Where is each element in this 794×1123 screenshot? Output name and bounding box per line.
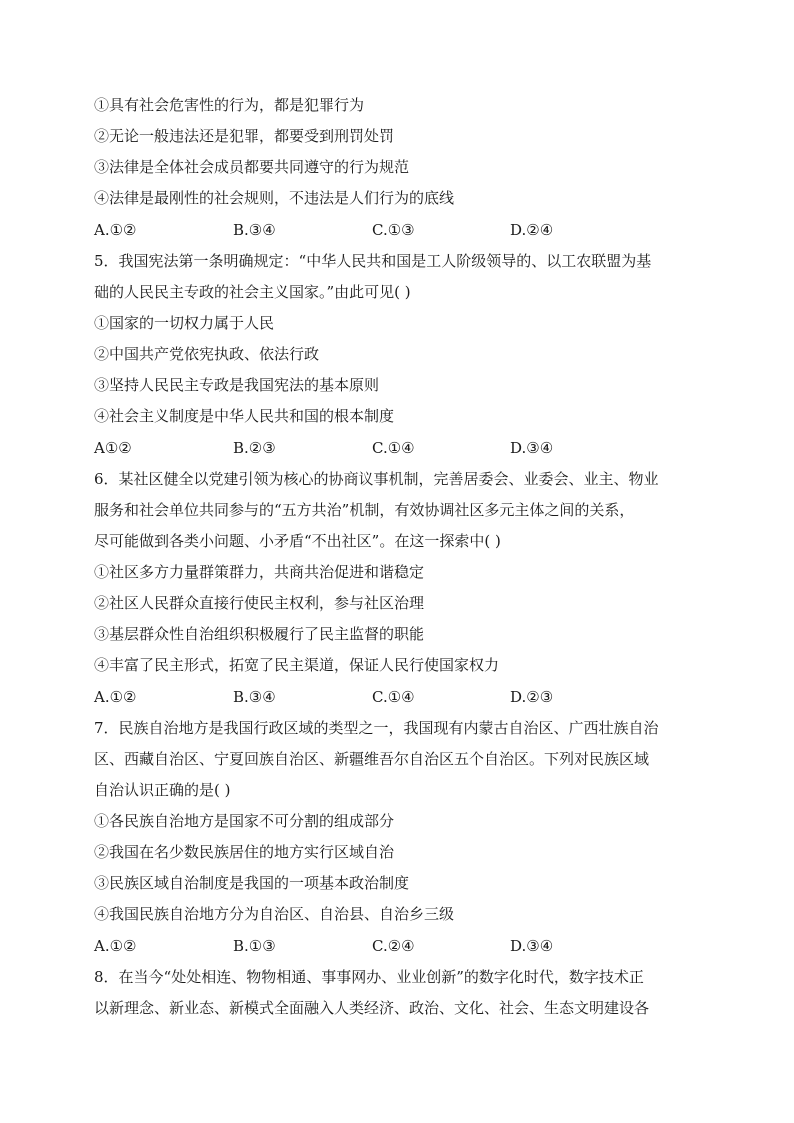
- q7-statement-1: ①各民族自治地方是国家不可分割的组成部分: [94, 812, 395, 830]
- q6-option-d[interactable]: D.②③: [510, 688, 554, 706]
- q4-statement-4: ④法律是最刚性的社会规则，不违法是人们行为的底线: [94, 189, 455, 207]
- q7-statement-2: ②我国在名少数民族居住的地方实行区域自治: [94, 843, 395, 861]
- q6-statement-2: ②社区人民群众直接行使民主权利，参与社区治理: [94, 594, 425, 612]
- q5-statement-4: ④社会主义制度是中华人民共和国的根本制度: [94, 407, 395, 425]
- q7-option-d[interactable]: D.③④: [510, 937, 554, 955]
- q7-statement-4: ④我国民族自治地方分为自治区、自治县、自治乡三级: [94, 905, 455, 923]
- q4-option-d[interactable]: D.②④: [510, 221, 554, 239]
- q5-stem-line-2: 础的人民民主专政的社会主义国家。”由此可见( ): [94, 283, 411, 301]
- q4-option-b[interactable]: B.③④: [233, 221, 276, 239]
- q8-stem-line-2: 以新理念、新业态、新模式全面融入人类经济、政治、文化、社会、生态文明建设各: [94, 999, 650, 1017]
- q6-stem-line-3: 尽可能做到各类小问题、小矛盾“不出社区”。在这一探索中( ): [94, 532, 501, 550]
- q8-stem-line-1: 8．在当今“处处相连、物物相通、事事网办、业业创新”的数字化时代，数字技术正: [94, 968, 644, 986]
- q6-stem-line-2: 服务和社会单位共同参与的“五方共治”机制，有效协调社区多元主体之间的关系，: [94, 501, 635, 519]
- q5-statement-2: ②中国共产党依宪执政、依法行政: [94, 345, 320, 363]
- q5-option-c[interactable]: C.①④: [372, 439, 415, 457]
- q6-option-a[interactable]: A.①②: [94, 688, 137, 706]
- q4-statement-2: ②无论一般违法还是犯罪，都要受到刑罚处罚: [94, 127, 395, 145]
- q4-statement-1: ①具有社会危害性的行为，都是犯罪行为: [94, 96, 365, 114]
- q4-statement-3: ③法律是全体社会成员都要共同遵守的行为规范: [94, 158, 410, 176]
- q5-stem-line-1: 5．我国宪法第一条明确规定：“中华人民共和国是工人阶级领导的、以工农联盟为基: [94, 252, 652, 270]
- q5-option-b[interactable]: B.②③: [233, 439, 276, 457]
- q7-stem-line-3: 自治认识正确的是( ): [94, 781, 231, 799]
- q7-option-a[interactable]: A.①②: [94, 937, 137, 955]
- q4-option-c[interactable]: C.①③: [372, 221, 415, 239]
- q5-statement-3: ③坚持人民民主专政是我国宪法的基本原则: [94, 376, 380, 394]
- q6-option-b[interactable]: B.③④: [233, 688, 276, 706]
- q7-option-c[interactable]: C.②④: [372, 937, 415, 955]
- q6-statement-4: ④丰富了民主形式，拓宽了民主渠道，保证人民行使国家权力: [94, 656, 500, 674]
- q7-stem-line-2: 区、西藏自治区、宁夏回族自治区、新疆维吾尔自治区五个自治区。下列对民族区域: [94, 750, 650, 768]
- q5-option-d[interactable]: D.③④: [510, 439, 554, 457]
- q4-option-a[interactable]: A.①②: [94, 221, 137, 239]
- q7-stem-line-1: 7．民族自治地方是我国行政区域的类型之一，我国现有内蒙古自治区、广西壮族自治: [94, 719, 659, 737]
- q5-option-a[interactable]: A①②: [94, 439, 132, 457]
- q7-statement-3: ③民族区域自治制度是我国的一项基本政治制度: [94, 874, 410, 892]
- q6-option-c[interactable]: C.①④: [372, 688, 415, 706]
- q6-statement-3: ③基层群众性自治组织积极履行了民主监督的职能: [94, 625, 425, 643]
- q6-stem-line-1: 6．某社区健全以党建引领为核心的协商议事机制，完善居委会、业委会、业主、物业: [94, 470, 659, 488]
- q5-statement-1: ①国家的一切权力属于人民: [94, 314, 275, 332]
- q6-statement-1: ①社区多方力量群策群力，共商共治促进和谐稳定: [94, 563, 425, 581]
- q7-option-b[interactable]: B.①③: [233, 937, 276, 955]
